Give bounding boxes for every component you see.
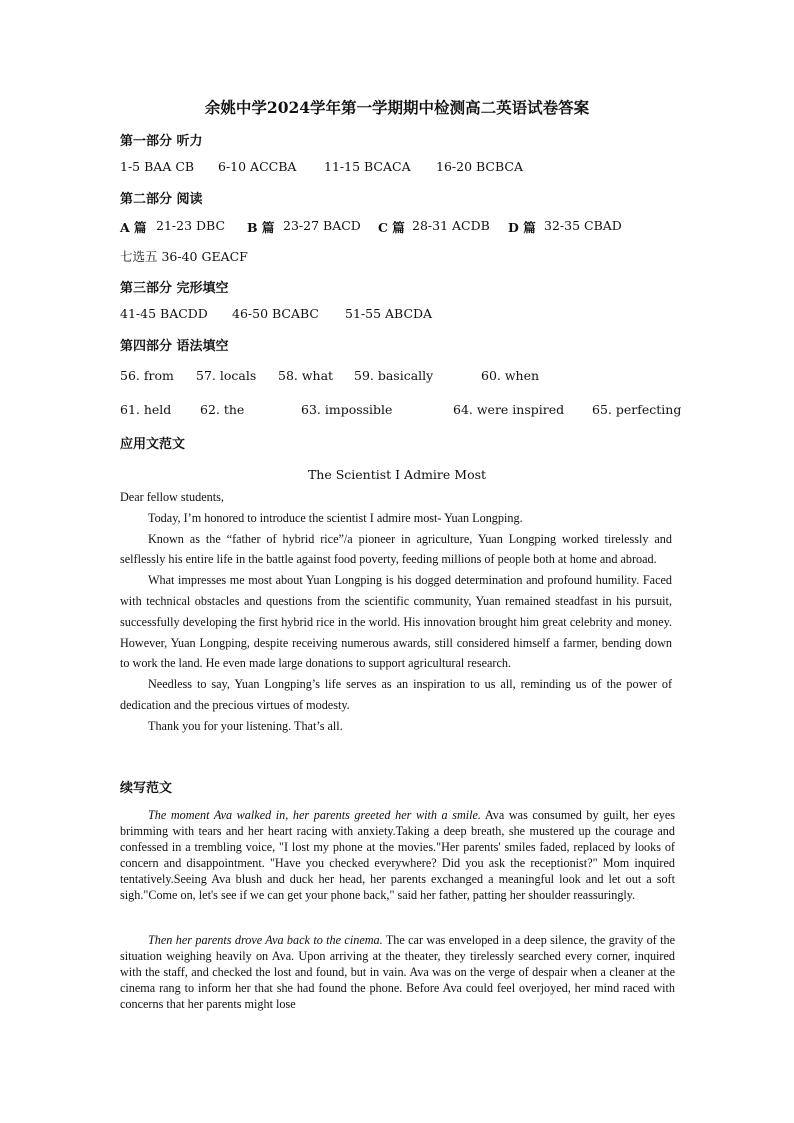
paragraph-body: The car was enveloped in a deep silence, the gravity of the situation weighing heavily on Ava. Upon arriving at the theater, they tirelessly searched every corner, inquired with the staff, and checked the lost and found, but in vain. Ava was on the verge of despair when a cleaner at the cinema rang to inform her that she had found the phone. Before Ava could feel overjoyed, her mind raced with concerns that her parents might lose — [120, 933, 675, 1011]
essay-title: The Scientist I Admire Most — [307, 467, 487, 482]
paragraph-body: Ava was consumed by guilt, her eyes brimming with tears and her heart racing with anxiety.Taking a deep breath, she mustered up the courage and confessed in a trembling voice, "I lost my phone at the movies."Her parents' smiles faded, replaced by looks of concern and disappointment. "Have you checked everywhere? Did you ask the receptionist?" Mom inquired tentatively.Seeing Ava blush and duck her head, her parents exchanged a meaningful look and let out a soft sigh."Come on, let's see if we can get your phone back," said her father, patting her shoulder reassuringly. — [120, 808, 675, 902]
answer-item: 59. basically — [354, 368, 434, 383]
answer-item: 62. the — [200, 402, 245, 417]
answer-item: 61. held — [120, 402, 172, 417]
part4-heading: 第四部分 语法填空 — [120, 339, 229, 354]
passage-answer: 32-35 CBAD — [544, 218, 622, 233]
answer-group: 41-45 BACDD — [120, 306, 208, 321]
part3-heading: 第三部分 完形填空 — [120, 281, 229, 296]
essay-paragraph: What impresses me most about Yuan Longping is his dogged determination and profound humility. Faced with technical obstacles and questions from the scientific community, Yuan remained steadfast in his pursuit, successfully developing the first hybrid rice in the world. His innovation brought him great celebrity and money. However, Yuan Longping, despite receiving numerous awards, still considered himself a farmer, bending down to work the land. He even made large donations to support agricultural research. — [120, 573, 672, 671]
continuation-paragraph-2 — [120, 932, 675, 1012]
passage-label: C 篇 — [378, 220, 405, 235]
passage-answer: 28-31 ACDB — [412, 218, 490, 233]
essay-paragraph: Today, I’m honored to introduce the scientist I admire most- Yuan Longping. — [148, 510, 523, 525]
continuation-paragraph-1 — [120, 807, 675, 903]
page-title: 余姚中学2024学年第一学期期中检测高二英语试卷答案 — [204, 98, 590, 117]
part1-heading: 第一部分 听力 — [120, 134, 203, 149]
answer-item: 56. from — [120, 368, 174, 383]
essay-greeting: Dear fellow students, — [120, 490, 224, 504]
answer-item: 65. perfecting — [592, 402, 682, 417]
answer-group: 1-5 BAA CB — [120, 159, 195, 174]
paragraph-lead: Then her parents drove Ava back to the cinema. — [148, 933, 383, 947]
answer-group: 11-15 BCACA — [324, 159, 411, 174]
writing1-heading: 应用文范文 — [120, 437, 186, 452]
essay-body — [120, 487, 672, 737]
answer-group: 16-20 BCBCA — [436, 159, 523, 174]
answer-group: 46-50 BCABC — [232, 306, 319, 321]
answer-item: 63. impossible — [301, 402, 393, 417]
writing2-heading: 续写范文 — [120, 781, 173, 796]
seven-five-answer: 七选五 36-40 GEACF — [120, 249, 248, 264]
passage-label: A 篇 — [120, 220, 147, 235]
answer-item: 60. when — [481, 368, 540, 383]
answer-group: 6-10 ACCBA — [218, 159, 297, 174]
answer-item: 64. were inspired — [453, 402, 565, 417]
part2-heading: 第二部分 阅读 — [120, 192, 203, 207]
essay-paragraph: Thank you for your listening. That’s all. — [148, 718, 343, 733]
answer-group: 51-55 ABCDA — [345, 306, 433, 321]
passage-label: D 篇 — [508, 220, 536, 235]
essay-paragraph: Needless to say, Yuan Longping’s life serves as an inspiration to us all, reminding us of the power of dedication and the precious virtues of modesty. — [120, 677, 672, 712]
paragraph-lead: The moment Ava walked in, her parents greeted her with a smile. — [148, 808, 481, 822]
answer-item: 57. locals — [196, 368, 257, 383]
answer-item: 58. what — [278, 368, 334, 383]
passage-answer: 23-27 BACD — [283, 218, 361, 233]
essay-paragraph: Known as the “father of hybrid rice”/a pioneer in agriculture, Yuan Longping worked tirelessly and selflessly his entire life in the battle against food poverty, feeding millions of people both at home and abroad. — [120, 531, 672, 567]
passage-answer: 21-23 DBC — [156, 218, 226, 233]
passage-label: B 篇 — [247, 220, 275, 235]
